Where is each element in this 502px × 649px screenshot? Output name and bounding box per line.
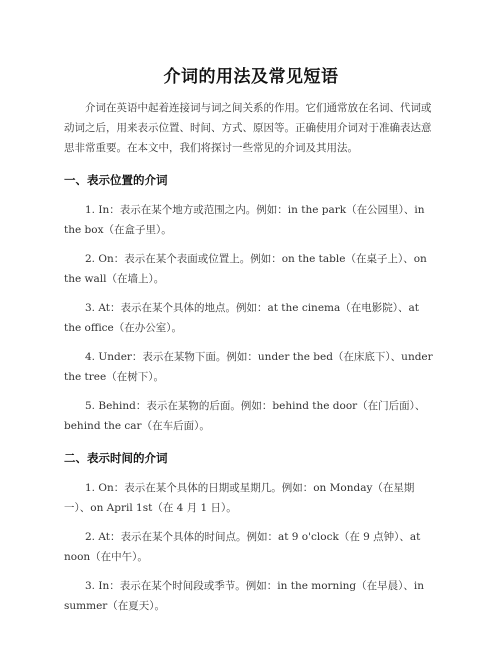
document-body [64, 98, 438, 625]
list-item: 5. Behind：表示在某物的后面。例如：behind the door（在门后面）、behind the car（在车后面）。 [64, 400, 426, 432]
list-item: 1. In：表示在某个地方或范围之内。例如：in the park（在公园里）、in the box（在盒子里）。 [64, 204, 425, 236]
list-item: 3. In：表示在某个时间段或季节。例如：in the morning（在早晨）、in summer（在夏天）。 [64, 580, 425, 612]
document-title: 介词的用法及常见短语 [163, 67, 339, 87]
list-item: 2. At：表示在某个具体的时间点。例如：at 9 o'clock（在 9 点钟）、at noon（在中午）。 [64, 531, 421, 563]
section-heading: 一、表示位置的介词 [64, 173, 168, 187]
list-item: 1. On：表示在某个具体的日期或星期几。例如：on Monday（在星期一）、on April 1st（在 4 月 1 日）。 [64, 482, 415, 514]
intro-paragraph: 介词在英语中起着连接词与词之间关系的作用。它们通常放在名词、代词或动词之后，用来表示位置、时间、方式、原因等。正确使用介词对于准确表达意思非常重要。在本文中，我们将探讨一些常见的介词及其用法。 [64, 102, 432, 154]
section-time [64, 448, 438, 616]
section-heading: 二、表示时间的介词 [64, 451, 168, 465]
list-item: 3. At：表示在某个具体的地点。例如：at the cinema（在电影院）、at the office（在办公室）。 [64, 302, 419, 334]
list-item: 2. On：表示在某个表面或位置上。例如：on the table（在桌子上）、on the wall（在墙上）。 [64, 253, 427, 285]
list-item: 4. Under：表示在某物下面。例如：under the bed（在床底下）、under the tree（在树下）。 [64, 351, 433, 383]
section-location [64, 170, 438, 436]
